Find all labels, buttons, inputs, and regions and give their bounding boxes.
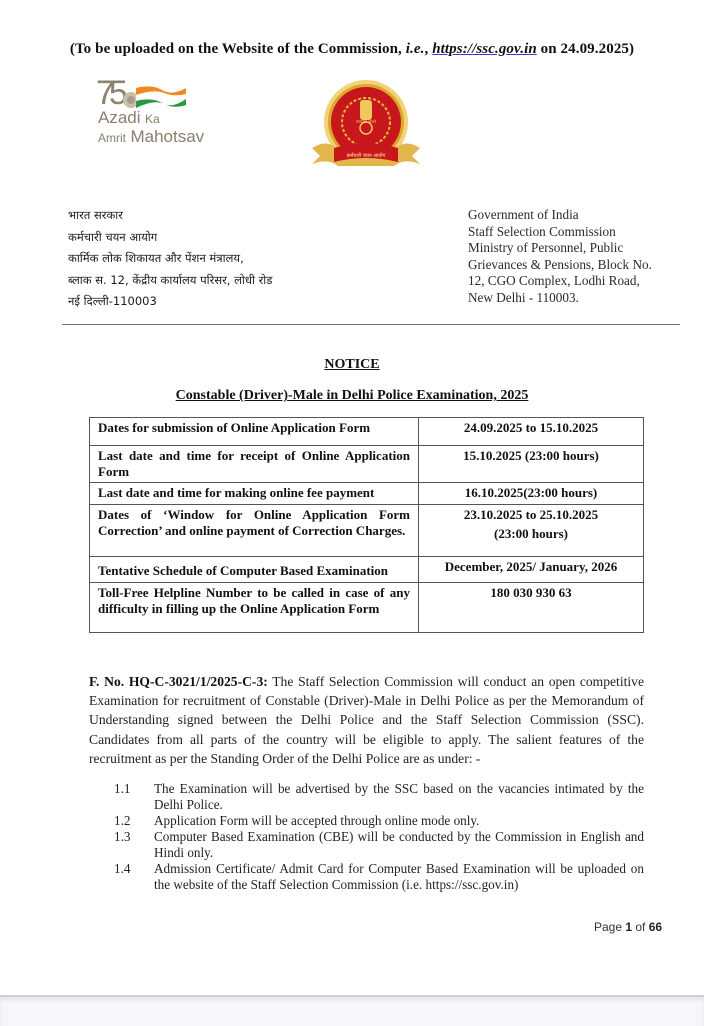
svg-text:कर्मचारी चयन आयोग: कर्मचारी चयन आयोग: [346, 153, 386, 159]
intro-paragraph: F. No. HQ-C-3021/1/2025-C-3: The Staff Selection Commission will conduct an open competitive Examination for recruitment of Constable (Driver)-Male in Delhi Police as per the Memorandum of Understanding signed between the Delhi Police and the Staff Selection Commission (SSC). Candidates from all parts of the country will be eligible to apply. The salient features of the recruitment as per the Standing Order of the Delhi Police are as under: -: [89, 674, 644, 766]
azadi-75-number: 75: [96, 74, 122, 112]
ssc-website-link[interactable]: https://ssc.gov.in: [432, 41, 537, 57]
exam-title: Constable (Driver)-Male in Delhi Police Examination, 2025: [175, 388, 529, 403]
list-item: 1.4 Admission Certificate/ Admit Card for Computer Based Examination will be uploaded on the website of the Staff Selection Commission (i.e. https://ssc.gov.in): [114, 861, 644, 892]
header-divider: [62, 324, 680, 325]
azadi-ka-amrit-mahotsav-logo: 75 Azadi Ka Amrit Mahotsav: [96, 74, 205, 146]
table-row: Dates for submission of Online Application Form 24.09.2025 to 15.10.2025: [90, 418, 644, 446]
svg-text:सत्यमेव जयते: सत्यमेव जयते: [356, 119, 376, 124]
hindi-address-block: भारत सरकार कर्मचारी चयन आयोग कार्मिक लोक शिकायत और पेंशन मंत्रालय, ब्लाक स. 12, केंद्रीय कार्यालय परिसर, लोधी रोड नई दिल्ली-110003: [68, 208, 273, 308]
features-list: [114, 781, 644, 893]
viewer-bottom-band: [0, 995, 704, 1026]
table-row: Dates of ‘Window for Online Application Form Correction’ and online payment of Correction Charges. 23.10.2025 to 25.10.2025 (23:00 hours): [90, 505, 644, 557]
upload-note: (To be uploaded on the Website of the Commission, i.e., https://ssc.gov.in on 24.09.2025): [69, 41, 635, 57]
notice-title: NOTICE: [324, 357, 380, 372]
ssc-emblem-logo: [308, 78, 424, 174]
table-row: Last date and time for making online fee payment 16.10.2025(23:00 hours): [90, 483, 644, 505]
list-item: 1.2 Application Form will be accepted through online mode only.: [114, 813, 480, 828]
list-item: 1.3 Computer Based Examination (CBE) will be conducted by the Commission in English and Hindi only.: [114, 829, 644, 860]
page-number: Page 1 of 66: [594, 920, 663, 934]
schedule-table: [89, 417, 644, 633]
table-row: Last date and time for receipt of Online Application Form 15.10.2025 (23:00 hours): [90, 446, 644, 483]
list-item: 1.1 The Examination will be advertised by the SSC based on the vacancies intimated by the Delhi Police.: [114, 781, 644, 812]
table-row: Tentative Schedule of Computer Based Examination December, 2025/ January, 2026: [90, 557, 644, 583]
english-address-block: Government of India Staff Selection Commission Ministry of Personnel, Public Grievances & Pensions, Block No. 12, CGO Complex, Lodhi Road, New Delhi - 110003.: [468, 207, 652, 305]
file-number: F. No. HQ-C-3021/1/2025-C-3:: [89, 674, 268, 689]
table-row: Toll-Free Helpline Number to be called in case of any difficulty in filling up the Online Application Form 180 030 930 63: [90, 583, 644, 633]
